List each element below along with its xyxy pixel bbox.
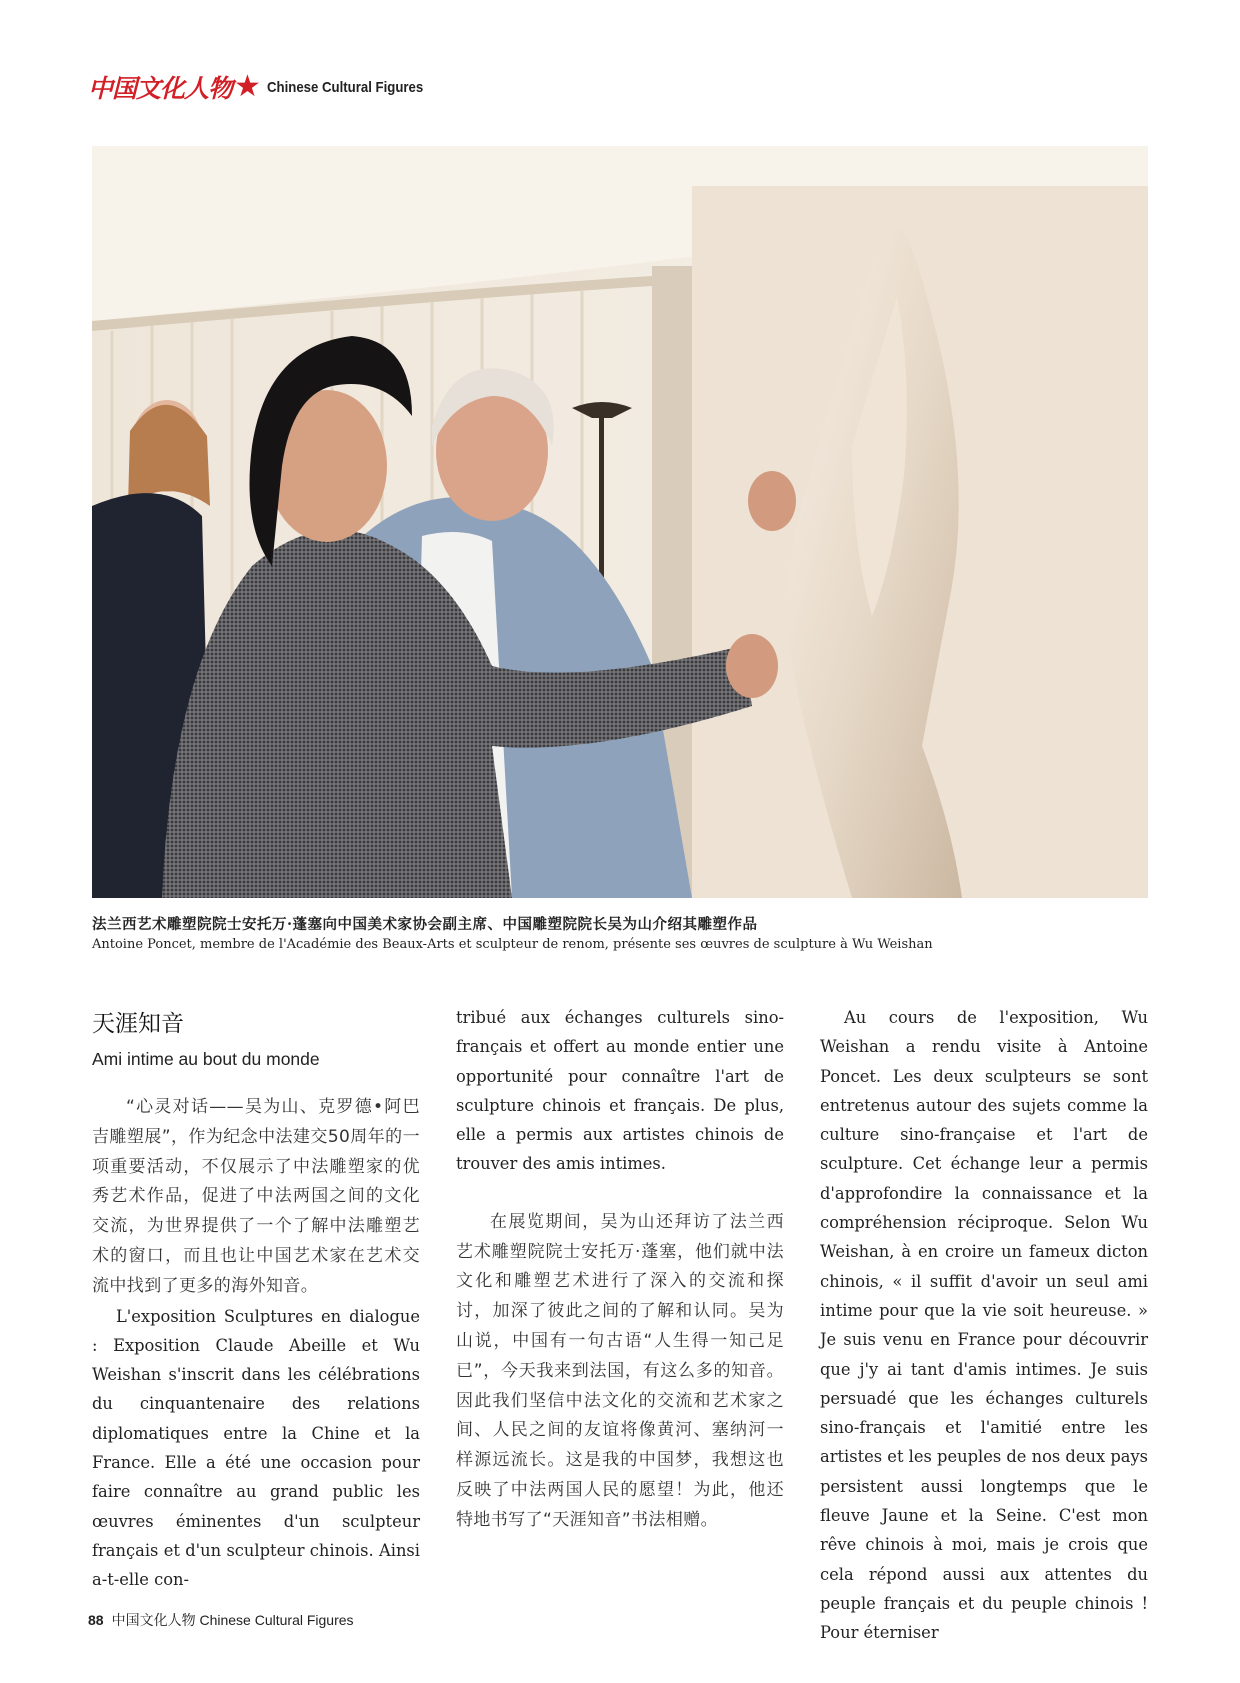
photo-caption <box>92 915 1152 955</box>
article-column-1 <box>92 1003 420 1595</box>
article-column-2 <box>456 1003 784 1536</box>
brand-logo-cn: 中国文化人物 <box>88 74 233 103</box>
paragraph-fr-intro: L'exposition Sculptures en dialogue : Exposition Claude Abeille et Wu Weishan s'inscrit dans les célébrations du cinquantenaire des relations diplomatiques entre la Chine et la France. Elle a été une occasion pour faire connaître au grand public les œuvres éminentes d'un sculpteur français et d'un sculpteur chinois. Ainsi a-t-elle con- <box>92 1306 420 1590</box>
paragraph-fr-visit: Au cours de l'exposition, Wu Weishan a rendu visite à Antoine Poncet. Les deux sculpteurs se sont entretenus autour des sujets comme la culture sino-française et l'art de sculpture. Cet échange leur a permis d'approfondire la connaissance et la compréhension réciproque. Selon Wu Weishan, à en croire un fameux dicton chinois, « il suffit d'avoir un seul ami intime pour que la vie soit heureuse. » Je suis venu en France pour découvrir que j'y ai tant d'amis intimes. Je suis persuadé que les échanges culturels sino-français et l'amitié entre les artistes et les peuples de nos deux pays persistent aussi longtemps que le fleuve Jaune et la Seine. C'est mon rêve chinois à moi, mais je crois que cela répond aussi aux attentes du peuple français et du peuple chinois ! Pour éterniser <box>820 1008 1149 1643</box>
photo-illustration <box>92 146 1148 898</box>
page-number: 88 <box>88 1612 104 1628</box>
paragraph-cn-intro: “心灵对话——吴为山、克罗德•阿巴吉雕塑展”，作为纪念中法建交50周年的一项重要活动，不仅展示了中法雕塑家的优秀艺术作品，促进了中法两国之间的文化交流，为世界提供了一个了解中法雕塑艺术的窗口，而且也让中国艺术家在艺术交流中找到了更多的海外知音。 <box>92 1097 420 1296</box>
publication-name: 中国文化人物 Chinese Cultural Figures <box>111 1612 354 1628</box>
red-star-icon: ★ <box>234 69 261 104</box>
article-photo <box>92 146 1148 898</box>
magazine-header <box>88 70 444 104</box>
section-subtitle: Ami intime au bout du monde <box>92 1049 320 1069</box>
caption-french: Antoine Poncet, membre de l'Académie des Beaux-Arts et sculpteur de renom, présente ses œuvres de sculpture à Wu Weishan <box>92 937 933 952</box>
paragraph-cn-visit: 在展览期间，吴为山还拜访了法兰西艺术雕塑院院士安托万·蓬塞，他们就中法文化和雕塑艺术进行了深入的交流和探讨，加深了彼此之间的了解和认同。吴为山说，中国有一句古语“人生得一知己足已”，今天我来到法国，有这么多的知音。因此我们坚信中法文化的交流和艺术家之间、人民之间的友谊将像黄河、塞纳河一样源远流长。这是我的中国梦，我想这也反映了中法两国人民的愿望！为此，他还特地书写了“天涯知音”书法相赠。 <box>456 1211 784 1530</box>
paragraph-fr-continued: tribué aux échanges culturels sino-français et offert au monde entier une opportunité pour connaître l'art de sculpture chinois et français. De plus, elle a permis aux artistes chinois de trouver des amis intimes. <box>456 1008 784 1174</box>
section-title: 天涯知音 <box>92 1011 184 1037</box>
page-footer <box>88 1610 354 1630</box>
brand-name-en: Chinese Cultural Figures <box>266 78 424 96</box>
caption-chinese: 法兰西艺术雕塑院院士安托万·蓬塞向中国美术家协会副主席、中国雕塑院院长吴为山介绍其雕塑作品 <box>92 916 758 933</box>
article-column-3 <box>820 1003 1148 1648</box>
